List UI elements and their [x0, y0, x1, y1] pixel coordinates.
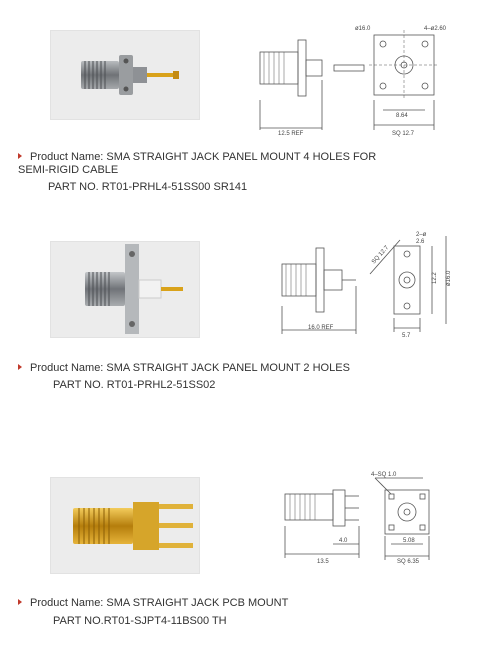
technical-drawing-3	[275, 470, 455, 575]
product-name-2: Product Name: SMA STRAIGHT JACK PANEL MOUNT 2 HOLES	[18, 362, 350, 375]
dim-label: 12.2	[432, 272, 438, 284]
technical-drawing-1	[252, 20, 478, 145]
dim-label: ø16.0	[355, 26, 371, 32]
dim-label: 4–ø2.60	[424, 26, 447, 32]
connector-pcb-image	[51, 478, 199, 573]
dim-label: ø16.0	[446, 270, 452, 286]
dim-label: 5.08	[403, 538, 415, 544]
dim-label: 2.6	[416, 239, 425, 245]
bullet-icon	[18, 599, 22, 605]
product-name-3: Product Name: SMA STRAIGHT JACK PCB MOUNT	[18, 597, 288, 610]
part-number-2: PART NO. RT01-PRHL2-51SS02	[53, 379, 216, 391]
technical-drawing-2	[270, 226, 478, 361]
bullet-icon	[18, 364, 22, 370]
product-name-1-cont: SEMI-RIGID CABLE	[18, 164, 119, 176]
product-photo-3	[50, 477, 200, 574]
dim-label: 13.5	[317, 559, 329, 565]
bullet-icon	[18, 153, 22, 159]
product-photo-2	[50, 241, 200, 338]
dim-label: SQ 6.35	[397, 559, 420, 565]
dim-label: SQ 12.7	[371, 244, 391, 266]
dim-label: 4.0	[339, 538, 348, 544]
product-name-1: Product Name: SMA STRAIGHT JACK PANEL MOUNT 4 HOLES FOR	[18, 151, 376, 164]
connector-2hole-image	[51, 242, 199, 337]
part-number-3: PART NO.RT01-SJPT4-11BS00 TH	[53, 615, 227, 627]
dim-label: 5.7	[402, 333, 411, 339]
dim-label: 8.64	[396, 113, 408, 119]
connector-4hole-image	[51, 31, 199, 119]
dim-label: SQ 12.7	[392, 131, 415, 137]
dim-label: 4–SQ 1.0	[371, 472, 397, 478]
product-photo-1	[50, 30, 200, 120]
dim-label: 12.5 REF	[278, 131, 304, 137]
part-number-1: PART NO. RT01-PRHL4-51SS00 SR141	[48, 181, 248, 193]
dim-label: 16.0 REF	[308, 325, 334, 331]
dim-label: 2–ø	[416, 232, 427, 238]
